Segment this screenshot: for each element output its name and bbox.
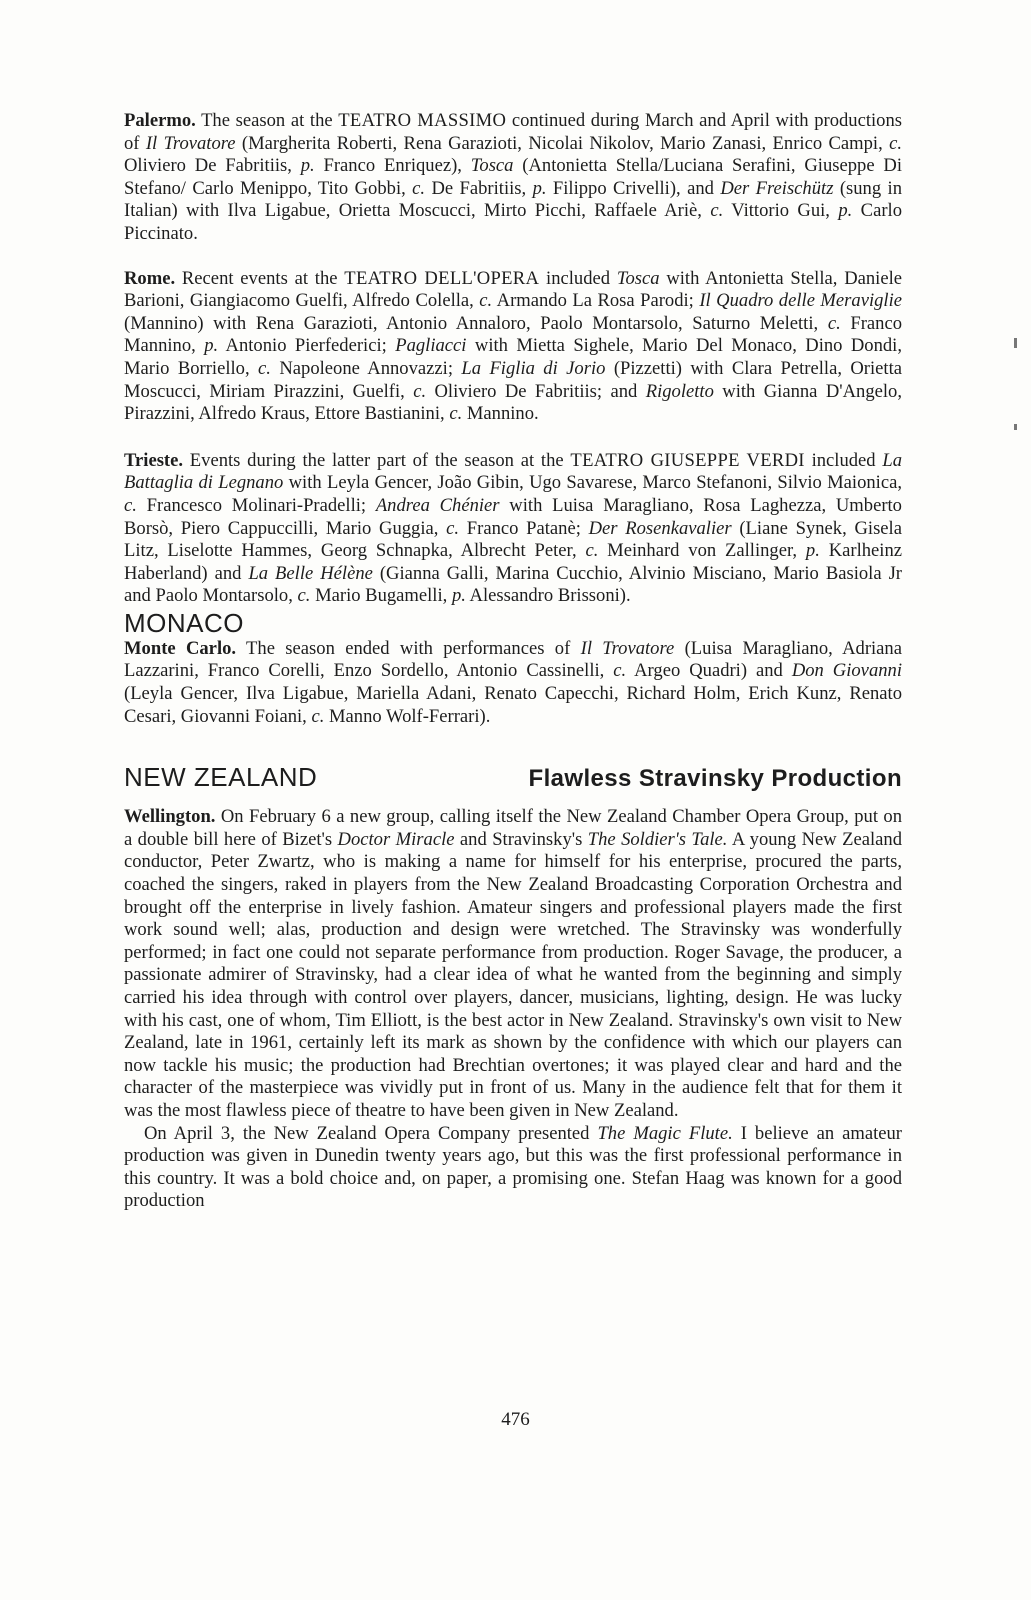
- text: Events during the latter part of the season at the: [183, 449, 571, 471]
- abbrev-producer: p.: [805, 540, 820, 562]
- abbrev-conductor: c.: [827, 312, 841, 334]
- abbrev-conductor: c.: [889, 132, 902, 154]
- work-title: Der Freischütz: [720, 177, 834, 199]
- work-title: La Figlia di Jorio: [461, 357, 606, 379]
- section-header-new-zealand: [124, 762, 902, 792]
- work-title: La Belle Hélène: [248, 562, 373, 584]
- rome-paragraph: [124, 268, 902, 426]
- abbrev-conductor: c.: [613, 660, 627, 682]
- text: with Luisa Maragliano, Rosa Laghezza, Umberto Borsò, Piero Cappuccilli, Mario Guggia,: [124, 494, 902, 539]
- text: Franco Patanè;: [459, 517, 589, 539]
- text: The season at the: [195, 110, 339, 131]
- abbrev-conductor: c.: [311, 705, 325, 727]
- text: Antonio Pierfederici;: [218, 335, 396, 357]
- theatre-name: TEATRO GIUSEPPE VERDI: [570, 449, 805, 471]
- text: (Margherita Roberti, Rena Garazioti, Nicolai Nikolov, Mario Zanasi, Enrico Campi,: [235, 132, 890, 154]
- text: I believe an amateur production was given in Dunedin twenty years ago, but this was the first professional performance in this country. It was a bold choice and, on paper, a promising one. Stefan Haag was known for a good production: [124, 1122, 902, 1212]
- theatre-name: TEATRO MASSIMO: [338, 110, 507, 131]
- place-name-palermo: Palermo.: [124, 110, 196, 131]
- work-title: Rigoletto: [645, 380, 714, 402]
- place-name-trieste: Trieste.: [124, 449, 184, 471]
- abbrev-producer: p.: [204, 335, 219, 357]
- text: (Pizzetti) with Clara Petrella, Orietta Moscucci, Miriam Pirazzini, Guelfi,: [124, 357, 903, 402]
- place-name-wellington: Wellington.: [124, 806, 216, 828]
- text: (Mannino) with Rena Garazioti, Antonio Annaloro, Paolo Montarsolo, Saturno Meletti,: [124, 312, 828, 334]
- text: Franco Mannino,: [124, 312, 903, 357]
- work-title: Andrea Chénier: [375, 494, 500, 516]
- text: Filippo Crivelli), and: [546, 177, 721, 199]
- article-subheading: Flawless Stravinsky Production: [528, 765, 902, 793]
- trieste-paragraph: [124, 450, 902, 608]
- abbrev-conductor: c.: [449, 403, 463, 425]
- text: Franco Enriquez),: [314, 155, 471, 177]
- text: (Leyla Gencer, Ilva Ligabue, Mariella Adani, Renato Capecchi, Richard Holm, Erich Kunz, Renato Cesari, Giovanni Foiani,: [124, 683, 902, 727]
- text: continued during March and April with productions of: [124, 110, 902, 154]
- abbrev-conductor: c.: [297, 585, 311, 607]
- abbrev-conductor: c.: [258, 357, 271, 379]
- text: (sung in Italian) with Ilva Ligabue, Orietta Moscucci, Mirto Picchi, Raffaele Ariè,: [124, 177, 903, 222]
- work-title: Tosca: [616, 267, 660, 289]
- text: Armando La Rosa Parodi;: [492, 290, 700, 312]
- place-name-rome: Rome.: [124, 267, 176, 289]
- page-body: [124, 110, 902, 1213]
- work-title: Tosca: [470, 155, 514, 177]
- text: Vittorio Gui,: [723, 200, 839, 222]
- text: Francesco Molinari-Pradelli;: [136, 494, 376, 516]
- abbrev-producer: p.: [532, 177, 547, 199]
- text: On April 3, the New Zealand Opera Company presented: [144, 1122, 598, 1144]
- work-title: Pagliacci: [395, 335, 467, 357]
- work-title: Der Rosenkavalier: [588, 517, 732, 539]
- text: (Luisa Maragliano, Adriana Lazzarini, Franco Corelli, Enzo Sordello, Antonio Cassinelli,: [124, 637, 902, 682]
- text: included: [804, 449, 883, 471]
- text: (Liane Synek, Gisela Litz, Liselotte Hammes, Georg Schnapka, Albrecht Peter,: [124, 517, 902, 562]
- work-title: Doctor Miracle: [337, 828, 455, 850]
- text: Oliviero De Fabritiis; and: [426, 380, 646, 402]
- abbrev-conductor: c.: [585, 540, 599, 562]
- work-title: Il Trovatore: [145, 132, 236, 154]
- place-name-monte-carlo: Monte Carlo.: [124, 637, 237, 659]
- wellington-paragraph: [124, 806, 902, 1122]
- text: Mario Bugamelli,: [310, 585, 452, 607]
- abbrev-conductor: c.: [446, 517, 460, 539]
- abbrev-conductor: c.: [479, 290, 493, 312]
- abbrev-producer: p.: [451, 585, 466, 607]
- text: with Antonietta Stella, Daniele Barioni, Giangiacomo Guelfi, Alfredo Colella,: [124, 267, 903, 312]
- text: Carlo Piccinato.: [124, 200, 902, 244]
- section-heading-monaco: MONACO: [124, 607, 244, 638]
- abbrev-conductor: c.: [413, 380, 427, 402]
- text: A young New Zealand conductor, Peter Zwartz, who is making a name for himself for his enterprise, procured the parts, coached the singers, raked in players from the New Zealand Broadcasting Corporation Orchestra and brought off the enterprise in lively fashion. Amateur singers and professional players made the first work sound well; alas, production and design were wretched. The Stravinsky was wonderfully performed; in fact one could not separate performance from production. Roger Savage, the producer, a passionate admirer of Stravinsky, had a clear idea of what he wanted from the beginning and simply carried his idea through with control over players, dancer, musicians, lighting, design. He was lucky with his cast, one of whom, Tim Elliott, is the best actor in New Zealand. Stravinsky's own visit to New Zealand, late in 1961, certainly left its mark as shown by the confidence with which our players can now tackle his music; the production had Brechtian overtones; it was played clear and hard and the character of the masterpiece was vividly put in front of us. Many in the audience felt that for them it was the most flawless piece of theatre to have been given in New Zealand.: [124, 828, 902, 1121]
- text: The season ended with performances of: [236, 637, 581, 659]
- text: (Antonietta Stella/Luciana Serafini, Giuseppe Di Stefano/ Carlo Menippo, Tito Gobbi,: [124, 155, 902, 199]
- scan-edge-mark: [1014, 338, 1017, 348]
- text: Recent events at the: [175, 267, 345, 289]
- text: included: [539, 267, 617, 289]
- text: De Fabritiis,: [425, 177, 533, 199]
- palermo-paragraph: [124, 110, 902, 246]
- abbrev-producer: p.: [838, 200, 853, 222]
- section-heading-new-zealand: NEW ZEALAND: [124, 762, 318, 793]
- work-title: The Magic Flute.: [597, 1122, 733, 1144]
- text: On February 6 a new group, calling itself the New Zealand Chamber Opera Group, put on a double bill here of Bizet's: [124, 806, 902, 850]
- text: Mannino.: [462, 403, 539, 425]
- monte-carlo-paragraph: [124, 638, 902, 728]
- text: with Gianna D'Angelo, Pirazzini, Alfredo Kraus, Ettore Bastianini,: [124, 380, 902, 425]
- work-title: The Soldier's Tale.: [587, 828, 728, 850]
- abbrev-conductor: c.: [710, 200, 724, 222]
- work-title: Il Quadro delle Meraviglie: [699, 290, 902, 312]
- text: Oliviero De Fabritiis,: [124, 155, 301, 177]
- abbrev-conductor: c.: [412, 177, 426, 199]
- page-number: 476: [501, 1409, 530, 1430]
- text: Argeo Quadri) and: [626, 660, 792, 682]
- work-title: Don Giovanni: [791, 660, 902, 682]
- work-title: Il Trovatore: [580, 637, 675, 659]
- theatre-name: TEATRO DELL'OPERA: [344, 267, 540, 289]
- abbrev-producer: p.: [300, 155, 315, 177]
- text: Manno Wolf-Ferrari).: [324, 705, 491, 727]
- text: Karlheinz Haberland) and: [124, 540, 902, 584]
- text: Meinhard von Zallinger,: [598, 540, 806, 562]
- scan-edge-mark: [1014, 424, 1017, 430]
- text: Napoleone Annovazzi;: [270, 357, 462, 379]
- text: with Leyla Gencer, João Gibin, Ugo Savarese, Marco Stefanoni, Silvio Maionica,: [283, 472, 902, 494]
- text: and Stravinsky's: [454, 828, 588, 850]
- magic-flute-paragraph: [124, 1123, 902, 1213]
- text: Alessandro Brissoni).: [465, 585, 631, 607]
- text: (Gianna Galli, Marina Cucchio, Alvinio Misciano, Mario Basiola Jr and Paolo Montarsolo,: [124, 562, 902, 607]
- work-title: La Battaglia di Legnano: [124, 449, 903, 494]
- abbrev-conductor: c.: [124, 494, 137, 516]
- text: with Mietta Sighele, Mario Del Monaco, Dino Dondi, Mario Borriello,: [124, 335, 902, 379]
